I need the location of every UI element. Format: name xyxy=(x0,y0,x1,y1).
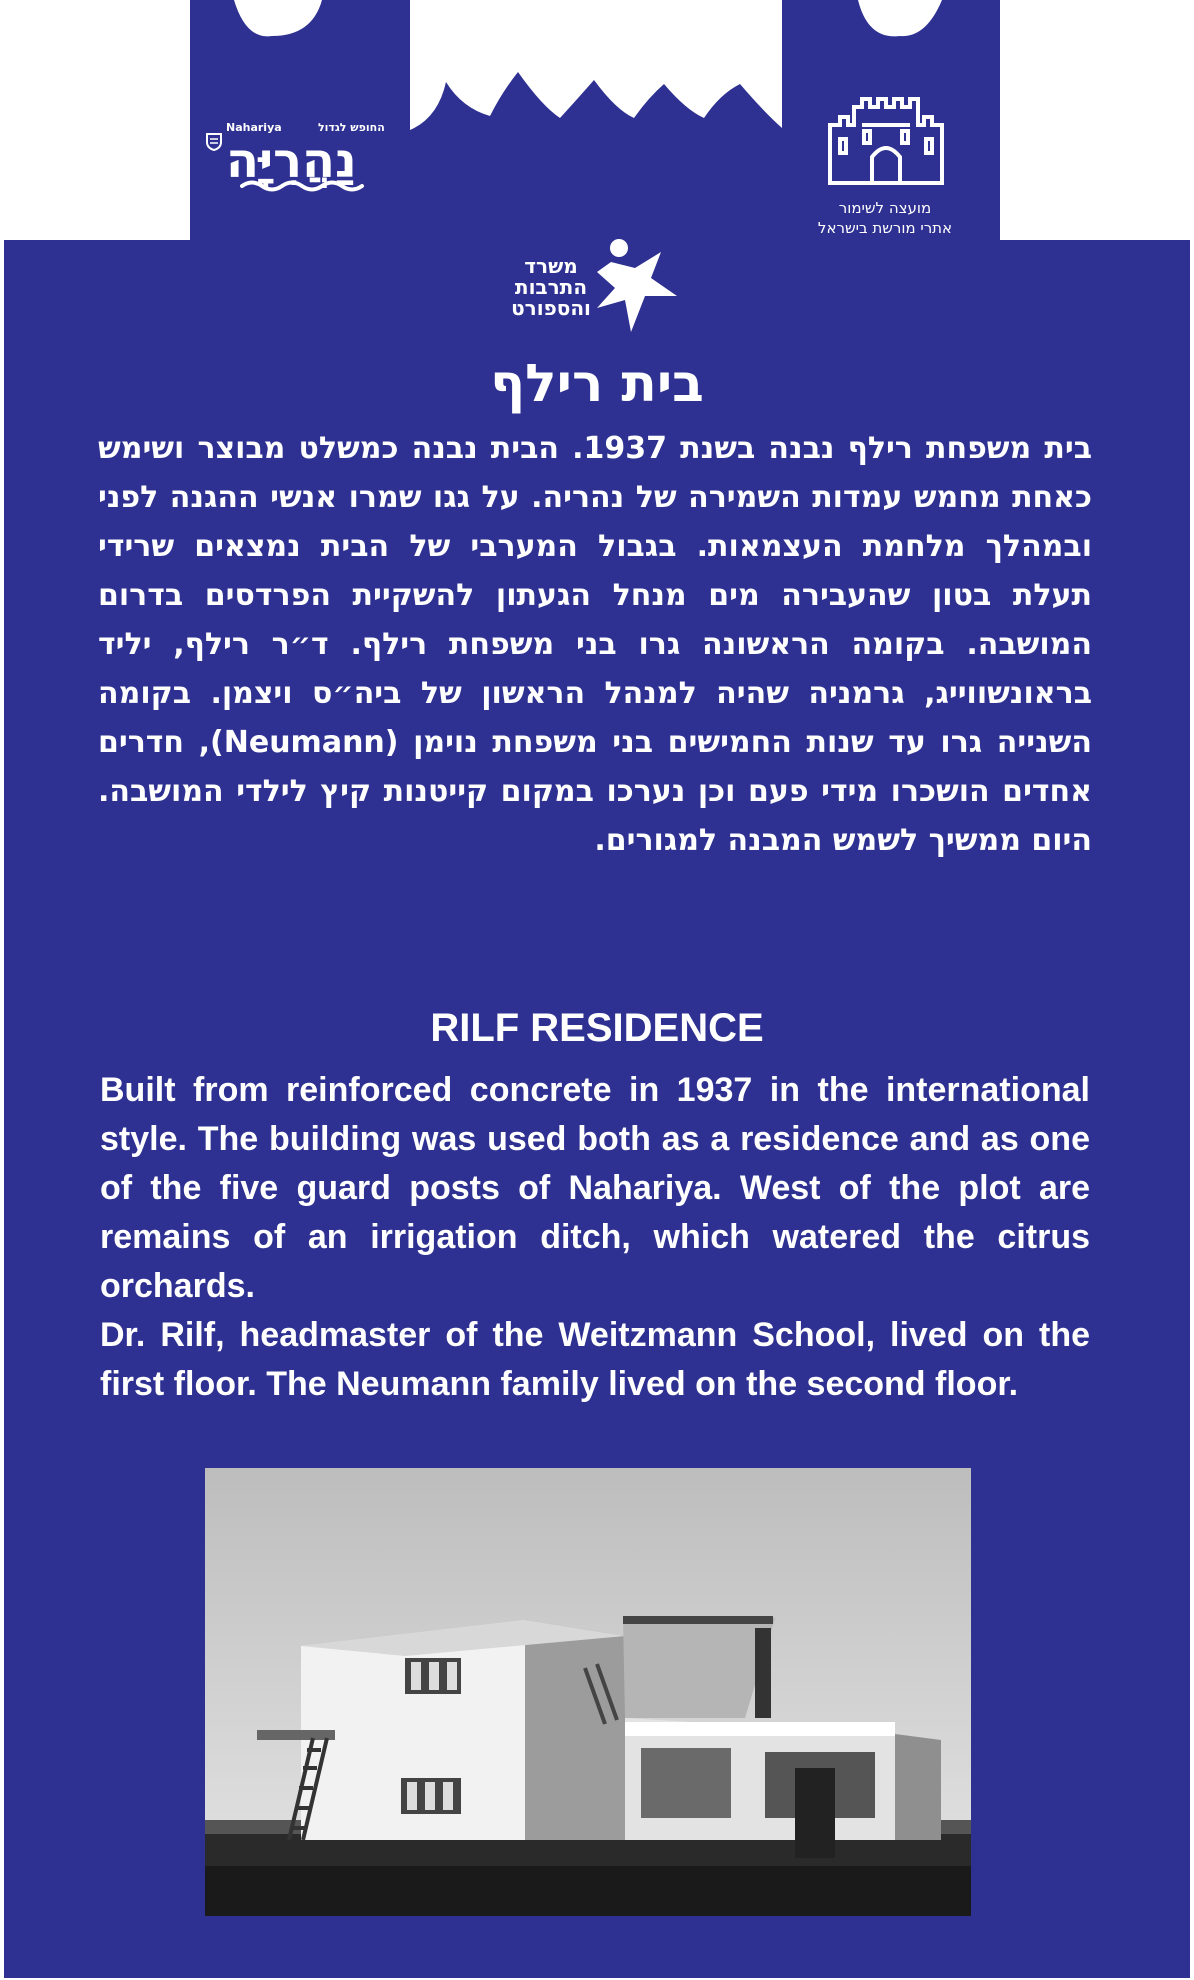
hebrew-title: בית רילף xyxy=(490,354,704,414)
shield-icon xyxy=(206,133,222,151)
ministry-logo xyxy=(495,238,695,338)
english-title: RILF RESIDENCE xyxy=(430,1006,764,1050)
historic-building-photo xyxy=(205,1468,971,1916)
fortress-icon xyxy=(826,95,946,187)
nahariya-logo xyxy=(200,115,395,195)
nahariya-wordmark: נַהֲרִיָּה xyxy=(226,133,357,189)
english-paragraph-1: Built from reinforced concrete in 1937 in the international style. The building was used both as a residence and as one of the five guard posts of Nahariya. West of the plot are remains of an irrigation ditch, which watered the citrus orchards. xyxy=(100,1071,1090,1305)
english-paragraph-2: Dr. Rilf, headmaster of the Weitzmann School, lived on the first floor. The Neumann family lived on the second floor. xyxy=(100,1316,1090,1403)
heritage-council-logo xyxy=(800,95,970,245)
waves-icon xyxy=(240,179,370,193)
nahariya-latin-label: Nahariya xyxy=(226,121,282,134)
ministry-line1: משרד xyxy=(524,254,578,278)
council-line1: מועצה לשימור xyxy=(838,199,932,217)
ministry-line2: התרבות xyxy=(514,275,588,299)
ministry-line3: והספורט xyxy=(511,296,591,320)
nahariya-slogan: החופש לגדול xyxy=(318,121,385,134)
hebrew-body: בית משפחת רילף נבנה בשנת 1937. הבית נבנה כמשלט מבוצר ושימש כאחת מחמש עמדות השמירה של נהריה. על גגו שמרו אנשי ההגנה לפני ובמהלך מלחמת העצמאות. בגבול המערבי של הבית נמצאים שרידי תעלת בטון שהעבירה מים מנחל הגעתון להשקיית הפרדסים בדרום המושבה. בקומה הראשונה גרו בני משפחת רילף. ד״ר רילף, יליד בראונשווייג, גרמניה שהיה למנהל הראשון של ביה״ס ויצמן. בקומה השנייה גרו עד שנות החמישים בני משפחת נוימן (Neumann), חדרים אחדים הושכרו מידי פעם וכן נערכו במקום קייטנות קיץ לילדי המושבה. היום ממשיך לשמש המבנה למגורים. xyxy=(98,431,1092,858)
council-line2: אתרי מורשת בישראל xyxy=(817,219,953,237)
star-figure-icon xyxy=(591,238,681,334)
